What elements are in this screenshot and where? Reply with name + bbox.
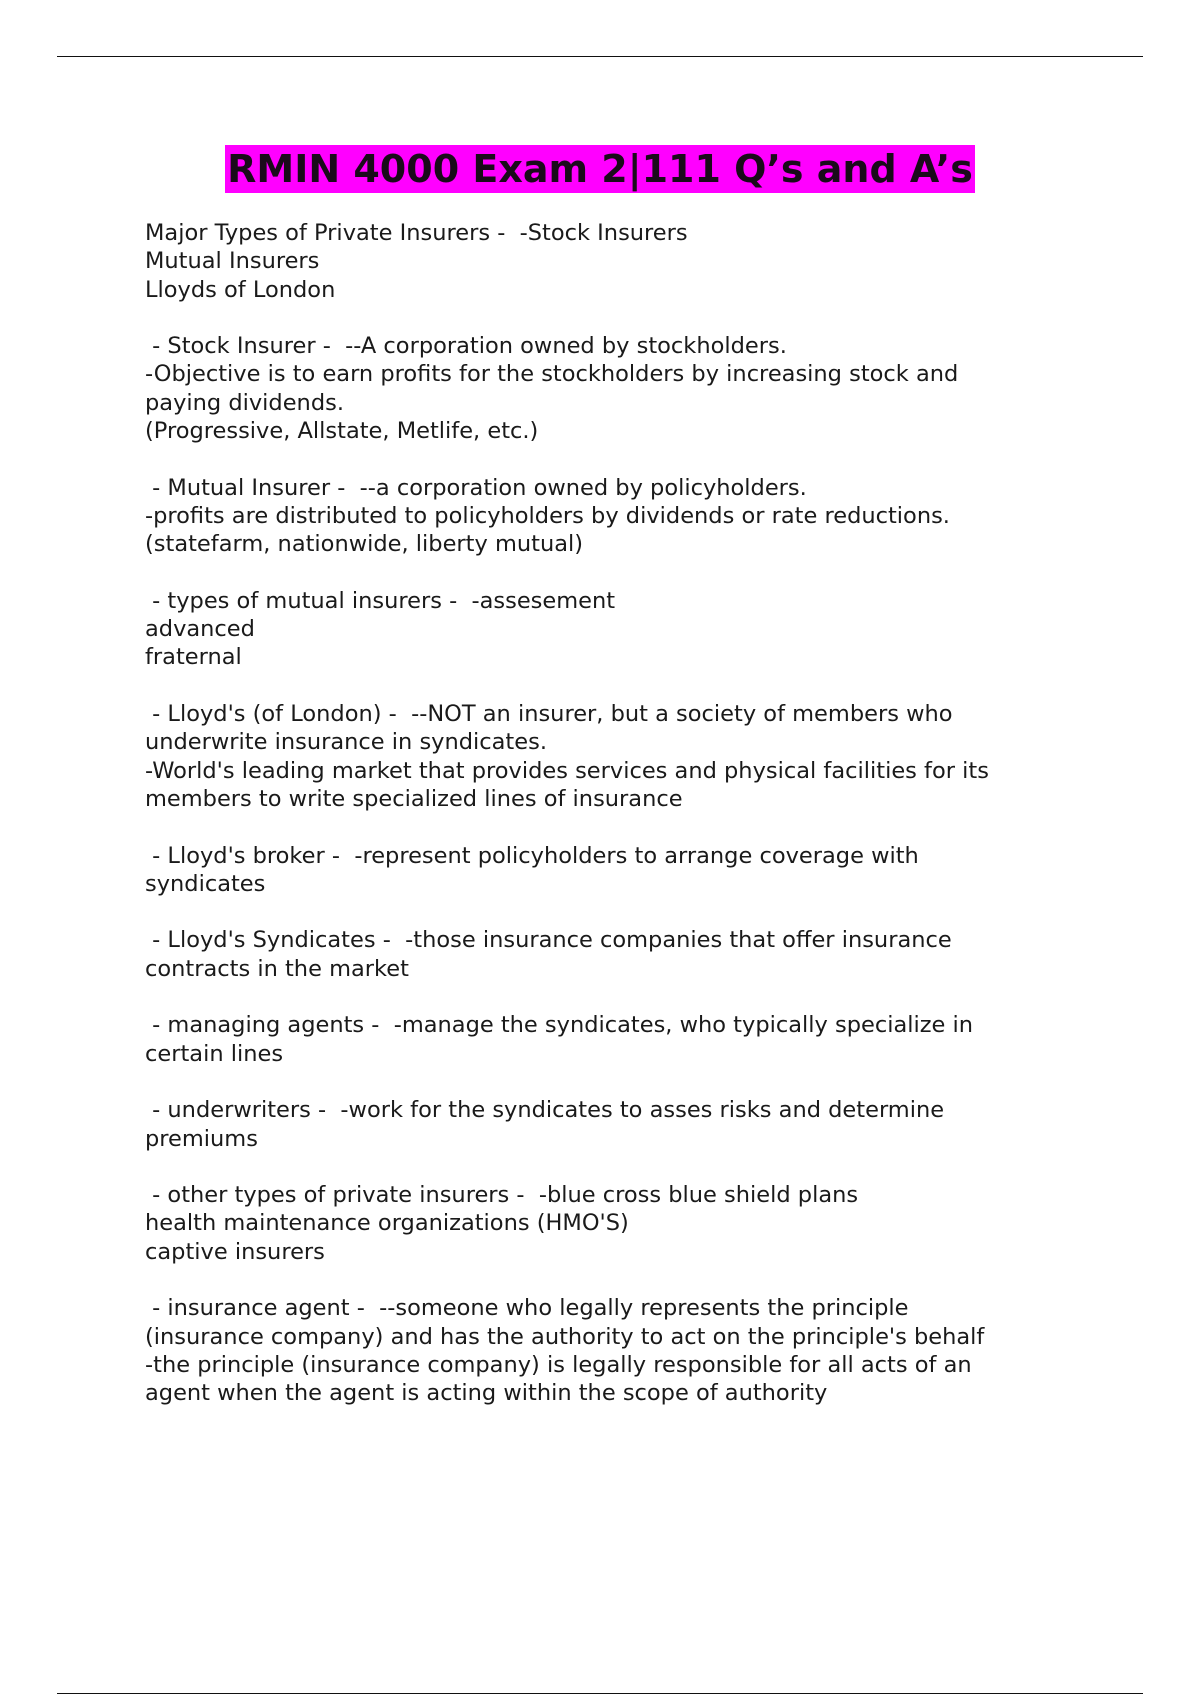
qa-entry bbox=[145, 474, 1090, 559]
qa-entry bbox=[145, 1096, 1090, 1153]
qa-entry bbox=[145, 1294, 1090, 1407]
entry-line: -World's leading market that provides services and physical facilities for its bbox=[145, 757, 989, 784]
entry-line: - Mutual Insurer - --a corporation owned by policyholders. bbox=[145, 474, 807, 501]
qa-entry bbox=[145, 219, 1090, 304]
entry-line: certain lines bbox=[145, 1040, 284, 1067]
footer-rule bbox=[57, 1693, 1143, 1694]
entry-line: (statefarm, nationwide, liberty mutual) bbox=[145, 531, 584, 558]
entry-line: (insurance company) and has the authority to act on the principle's behalf bbox=[145, 1323, 985, 1350]
entry-line: contracts in the market bbox=[145, 955, 409, 982]
document-title: RMIN 4000 Exam 2|111 Q’s and A’s bbox=[227, 147, 973, 191]
entry-line: -profits are distributed to policyholders by dividends or rate reductions. bbox=[145, 502, 950, 529]
entry-line: - Lloyd's (of London) - --NOT an insurer, but a society of members who bbox=[145, 701, 953, 728]
entry-line: - other types of private insurers - -blue cross blue shield plans bbox=[145, 1182, 859, 1209]
qa-entry bbox=[145, 587, 1090, 672]
entry-line: fraternal bbox=[145, 644, 242, 671]
entry-line: Major Types of Private Insurers - -Stock Insurers bbox=[145, 220, 688, 246]
entry-line: premiums bbox=[145, 1125, 258, 1152]
entry-line: captive insurers bbox=[145, 1238, 325, 1265]
entry-line: members to write specialized lines of insurance bbox=[145, 785, 683, 812]
entry-line: health maintenance organizations (HMO'S) bbox=[145, 1210, 629, 1237]
entry-line: Mutual Insurers bbox=[145, 248, 320, 275]
entry-line: underwrite insurance in syndicates. bbox=[145, 729, 547, 756]
entry-line: -Objective is to earn profits for the stockholders by increasing stock and bbox=[145, 361, 959, 388]
entry-line: - Stock Insurer - --A corporation owned by stockholders. bbox=[145, 333, 787, 360]
qa-entry bbox=[145, 842, 1090, 899]
qa-entry bbox=[145, 926, 1090, 983]
entry-line: - Lloyd's Syndicates - -those insurance companies that offer insurance bbox=[145, 927, 952, 954]
entry-line: - types of mutual insurers - -assesement bbox=[145, 587, 616, 614]
entry-line: -the principle (insurance company) is legally responsible for all acts of an bbox=[145, 1351, 972, 1378]
entry-line: agent when the agent is acting within the scope of authority bbox=[145, 1380, 828, 1407]
qa-entry bbox=[145, 1181, 1090, 1266]
header-rule bbox=[57, 56, 1143, 57]
entry-line: advanced bbox=[145, 616, 255, 643]
qa-entry bbox=[145, 700, 1090, 813]
document-body bbox=[145, 219, 1090, 1436]
entry-line: (Progressive, Allstate, Metlife, etc.) bbox=[145, 418, 539, 445]
entry-line: Lloyds of London bbox=[145, 276, 336, 303]
entry-line: paying dividends. bbox=[145, 389, 344, 416]
entry-line: - insurance agent - --someone who legally represents the principle bbox=[145, 1295, 909, 1322]
title-container bbox=[0, 145, 1200, 193]
entry-line: syndicates bbox=[145, 870, 266, 897]
qa-entry bbox=[145, 332, 1090, 445]
entry-line: - underwriters - -work for the syndicates to asses risks and determine bbox=[145, 1097, 945, 1124]
entry-line: - managing agents - -manage the syndicates, who typically specialize in bbox=[145, 1012, 974, 1039]
qa-entry bbox=[145, 1011, 1090, 1068]
entry-line: - Lloyd's broker - -represent policyholders to arrange coverage with bbox=[145, 842, 919, 869]
